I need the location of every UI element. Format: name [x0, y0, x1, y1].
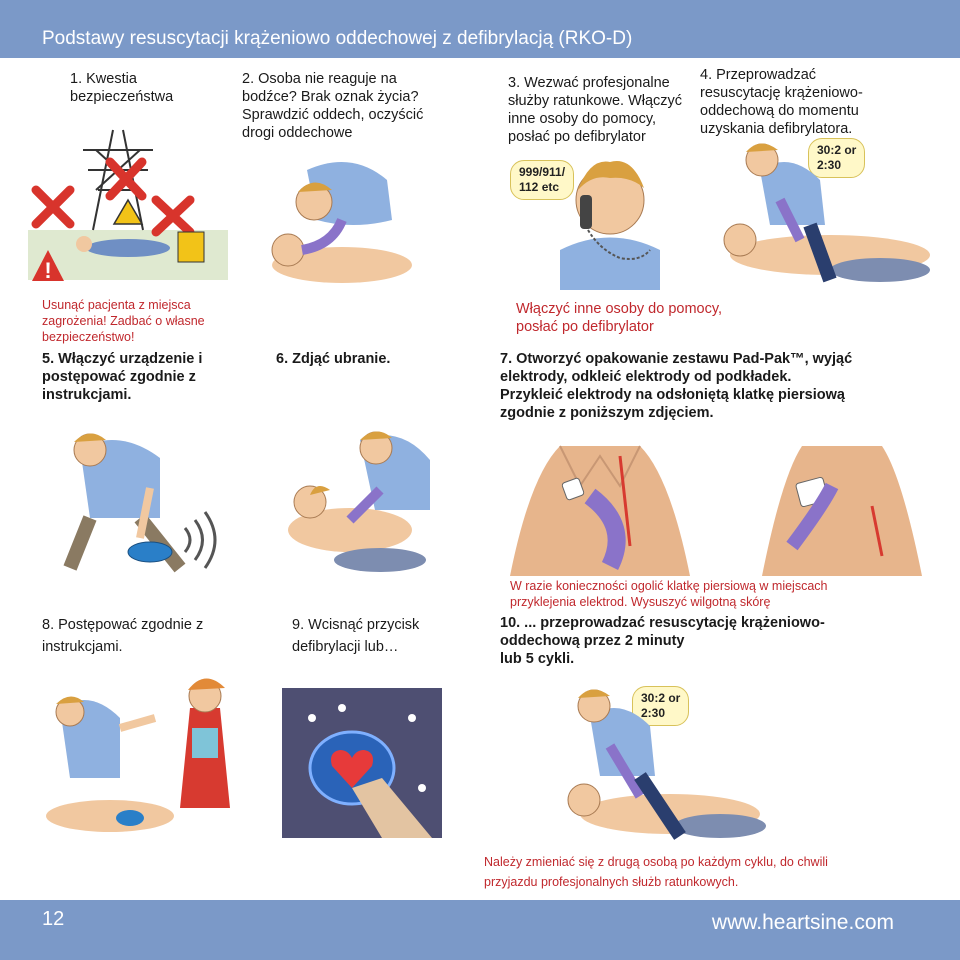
step-4-line: resuscytację krążeniowo-: [700, 85, 863, 101]
step-8-text: [42, 614, 252, 658]
note-line: posłać po defibrylator: [516, 319, 654, 335]
page-number: 12: [42, 908, 65, 930]
phone-icon: [580, 195, 592, 229]
step-2-line: 2. Osoba nie reaguje na: [242, 71, 397, 87]
check-breathing-illustration: [262, 150, 412, 290]
step-2-line: Sprawdzić oddech, oczyścić: [242, 107, 424, 123]
step-10-line: lub 5 cykli.: [500, 651, 575, 667]
step-9-line: defibrylacji lub…: [292, 639, 399, 655]
turn-on-device-illustration: [50, 428, 230, 578]
step-1-line: 1. Kwestia: [70, 71, 137, 87]
step-7-text: [500, 350, 920, 422]
step-5-line: instrukcjami.: [42, 387, 132, 403]
step-6-line: 6. Zdjąć ubranie.: [276, 351, 391, 367]
step-4-line: 4. Przeprowadzać: [700, 67, 817, 83]
note-line: przyklejenia elektrod. Wysuszyć wilgotną skórę: [510, 595, 771, 609]
bubble-line: 30:2 or: [641, 691, 681, 705]
step-6-text: [276, 350, 476, 368]
step-8-line: 8. Postępować zgodnie z: [42, 617, 204, 633]
step-4-text: [700, 66, 920, 138]
step-3-line: posłać po defibrylator: [508, 129, 646, 145]
note-line: zagrożenia! Zadbać o własne: [42, 314, 205, 328]
step-3-line: 3. Wezwać profesjonalne: [508, 75, 670, 91]
step-7-line: Przykleić elektrody na odsłoniętą klatkę piersiową: [500, 387, 845, 403]
step-3-line: inne osoby do pomocy,: [508, 111, 657, 127]
step-5-text: [42, 350, 272, 404]
step-8-line: instrukcjami.: [42, 639, 123, 655]
step-2-text: [242, 70, 462, 142]
bubble-line: 2:30: [817, 158, 842, 172]
note-line: Usunąć pacjenta z miejsca: [42, 298, 191, 312]
phone-call-illustration: [540, 140, 680, 290]
helpers-note: [516, 300, 816, 336]
remove-clothing-illustration: [280, 420, 450, 580]
bubble-line: 999/911/: [519, 165, 566, 179]
danger-note: [42, 297, 262, 345]
pad-placement-photo-right: [752, 426, 932, 576]
continue-cpr-illustration: [530, 676, 770, 846]
bubble-line: 30:2 or: [817, 143, 857, 157]
step-7-line: 7. Otworzyć opakowanie zestawu Pad-Pak™, wyjąć: [500, 351, 853, 367]
step-10-text: [500, 614, 920, 668]
page-title: Podstawy resuscytacji krążeniowo oddechowej z defibrylacją (RKO-D): [42, 28, 633, 49]
footer-url[interactable]: www.heartsine.com: [711, 911, 894, 934]
step-9-line: 9. Wcisnąć przycisk: [292, 617, 420, 633]
step-10-line: 10. ... przeprowadzać resuscytację krążeniowo-: [500, 615, 825, 631]
step-3-line: służby ratunkowe. Włączyć: [508, 93, 683, 109]
step-2-line: bodźce? Brak oznak życia?: [242, 89, 419, 105]
rotate-note: [484, 852, 954, 892]
step-1-text: [70, 70, 220, 106]
step-5-line: 5. Włączyć urządzenie i: [42, 351, 203, 367]
step-2-line: drogi oddechowe: [242, 125, 353, 141]
note-line: przyjazdu profesjonalnych służb ratunkowych.: [484, 875, 739, 889]
step-3-text: [508, 74, 708, 146]
bubble-line: 112 etc: [519, 180, 560, 194]
note-line: Należy zmieniać się z drugą osobą po każdym cyklu, do chwili: [484, 855, 828, 869]
shock-button-photo: [282, 688, 442, 838]
step-7-line: zgodnie z poniższym zdjęciem.: [500, 405, 714, 421]
warning-triangle-icon: [30, 248, 66, 284]
note-line: Włączyć inne osoby do pomocy,: [516, 301, 723, 317]
warning-symbol: !: [44, 258, 52, 283]
bubble-line: 2:30: [641, 706, 666, 720]
note-line: bezpieczeństwo!: [42, 330, 135, 344]
step-10-line: oddechową przez 2 minuty: [500, 633, 685, 649]
pad-placement-photo-left: [500, 426, 700, 576]
step-9-text: [292, 614, 482, 658]
step-4-line: oddechową do momentu: [700, 103, 859, 119]
defibrillator-icon: [128, 542, 172, 562]
step-5-line: postępować zgodnie z: [42, 369, 196, 385]
shave-note: [510, 578, 950, 610]
step-1-line: bezpieczeństwa: [70, 89, 174, 105]
step-4-line: uzyskania defibrylatora.: [700, 121, 853, 137]
cpr-compressions-illustration: [700, 130, 940, 290]
note-line: W razie konieczności ogolić klatkę piersiową w miejscach: [510, 579, 828, 593]
step-7-line: elektrody, odkleić elektrody od podkładek.: [500, 369, 792, 385]
follow-instructions-illustration: [40, 668, 250, 838]
